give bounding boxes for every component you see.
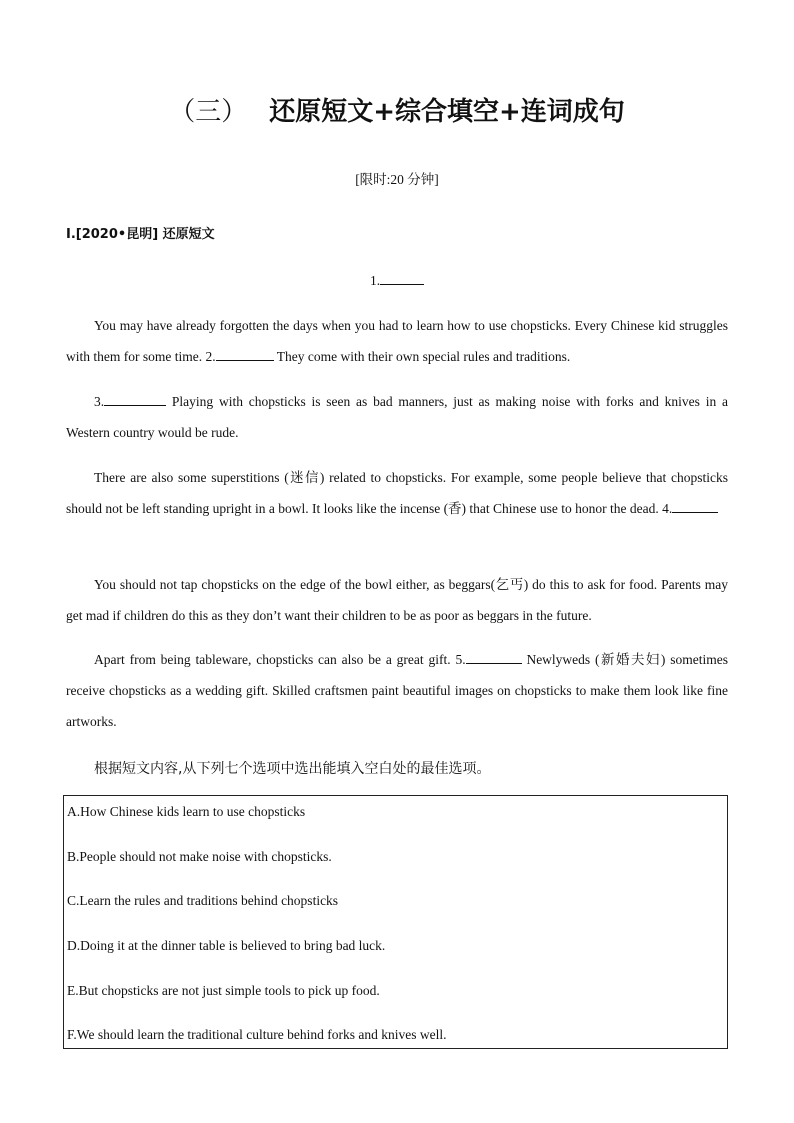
paragraph-1-text-a: You may have already forgotten the days when you had to learn how to use chopsticks. Every Chinese kid struggles with them for some time.	[66, 318, 728, 364]
title-main: 还原短文+综合填空+连词成句	[269, 97, 625, 127]
paragraph-1	[66, 310, 728, 372]
passage-title-blank	[0, 272, 794, 289]
section-heading: Ⅰ.[2020•昆明] 还原短文	[66, 227, 215, 242]
blank-5-number: 5.	[455, 652, 466, 667]
paragraph-4-text: You should not tap chopsticks on the edge of the bowl either, as beggars(乞丐) do this to ask for food. Parents may get mad if children do this as they don’t want their children to be as poor as beggars in the future.	[66, 577, 728, 623]
paragraph-5-text-b: Newlyweds (新婚夫妇) sometimes receive chopsticks as a wedding gift. Skilled craftsmen paint beautiful images on chopsticks to make them look like fine artworks.	[66, 652, 728, 729]
paragraph-1-text-b: They come with their own special rules and traditions.	[273, 349, 571, 364]
option-c: C.Learn the rules and traditions behind chopsticks	[67, 893, 339, 908]
option-d: D.Doing it at the dinner table is believed to bring bad luck.	[67, 938, 386, 953]
option-f: F.We should learn the traditional culture behind forks and knives well.	[67, 1027, 447, 1042]
blank-2-number: 2.	[205, 349, 216, 364]
instruction: 根据短文内容,从下列七个选项中选出能填入空白处的最佳选项。	[94, 761, 491, 777]
options-box	[63, 795, 728, 1049]
option-b: B.People should not make noise with chopsticks.	[67, 849, 332, 864]
blank-2[interactable]	[216, 348, 274, 361]
paragraph-4	[66, 569, 728, 631]
time-limit: [限时:20 分钟]	[355, 172, 439, 187]
paragraph-3	[66, 462, 728, 524]
title-number: （三）	[169, 97, 248, 127]
blank-3-number: 3.	[94, 394, 105, 409]
option-a: A.How Chinese kids learn to use chopsticks	[67, 804, 306, 819]
option-e: E.But chopsticks are not just simple tools to pick up food.	[67, 983, 380, 998]
paragraph-5-text-a: Apart from being tableware, chopsticks can also be a great gift.	[94, 652, 456, 667]
paragraph-3-text: There are also some superstitions (迷信) related to chopsticks. For example, some people believe that chopsticks should not be left standing upright in a bowl. It looks like the incense (香) that Chinese use to honor the dead.	[66, 470, 728, 516]
paragraph-5	[66, 644, 728, 737]
blank-5[interactable]	[466, 651, 522, 664]
blank-4-number: 4.	[662, 501, 673, 516]
blank-3[interactable]	[104, 393, 166, 406]
blank-1[interactable]	[380, 272, 424, 285]
blank-4[interactable]	[672, 500, 718, 513]
paragraph-2-text: Playing with chopsticks is seen as bad manners, just as making noise with forks and knives in a Western country would be rude.	[66, 394, 728, 440]
paragraph-2	[66, 386, 728, 448]
page-title	[0, 94, 794, 130]
blank-1-number: 1.	[369, 273, 381, 288]
